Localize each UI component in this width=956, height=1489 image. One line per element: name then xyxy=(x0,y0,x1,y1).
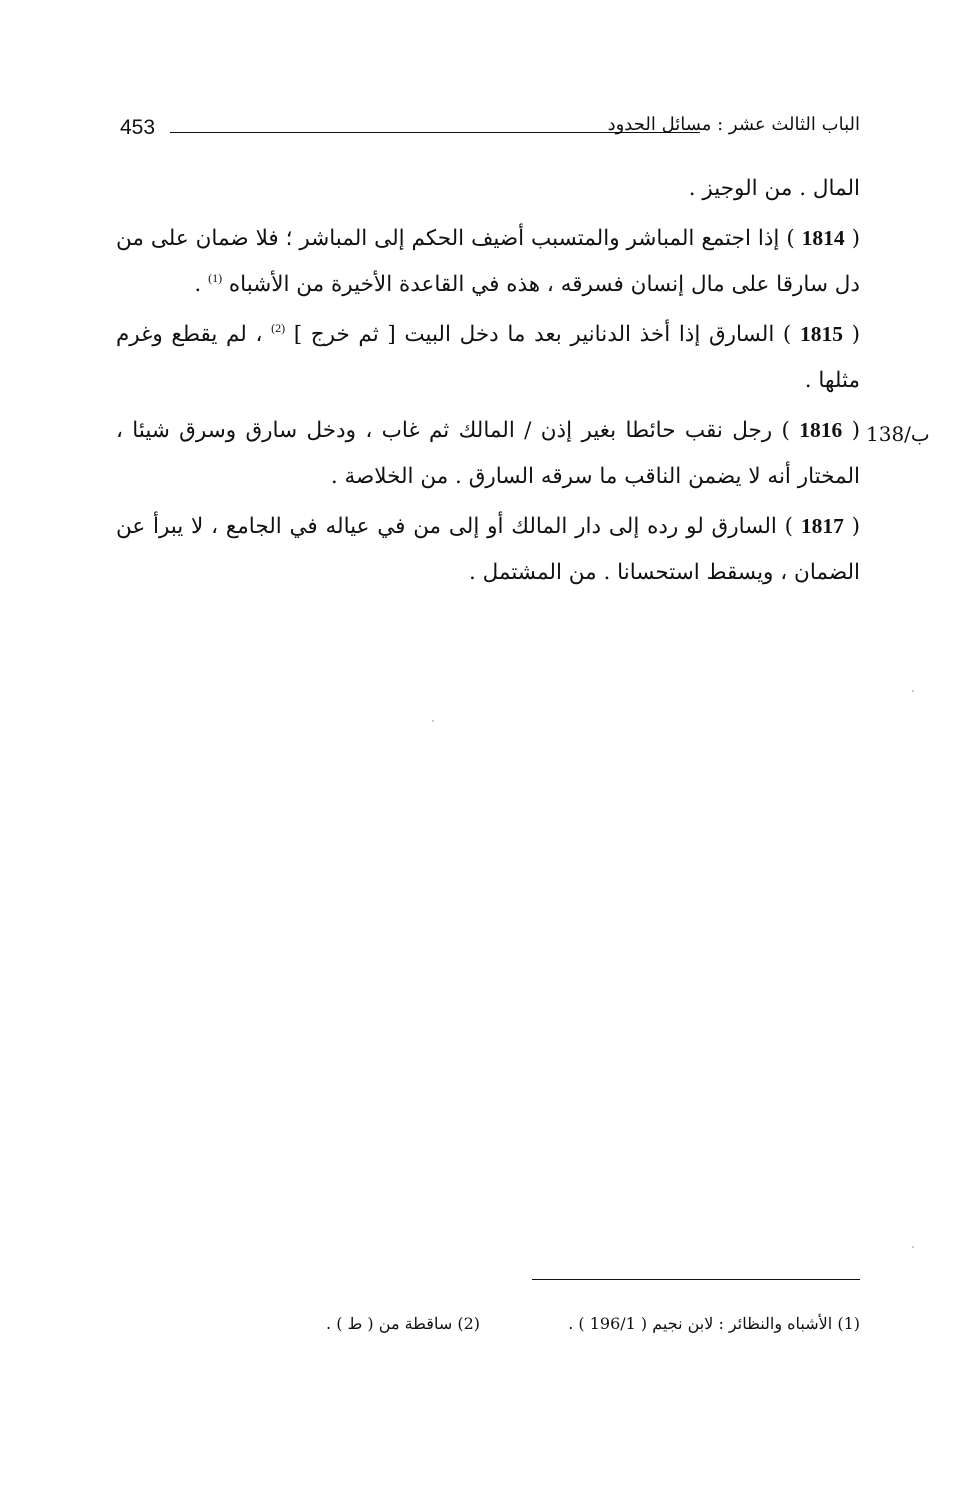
paragraph-continuation xyxy=(116,166,860,212)
page-header xyxy=(120,114,860,150)
paragraph-text: ) السارق إذا أخذ الدنانير بعد ما دخل البيت [ ثم خرج ] xyxy=(293,322,792,347)
manuscript-folio-marker: 138/ب xyxy=(866,422,930,446)
paragraph-text: ) رجل نقب حائطا بغير إذن / المالك ثم غاب ، ودخل سارق وسرق شيئا ، المختار أنه لا يضمن الناقب ما سرقه السارق . من الخلاصة . xyxy=(116,418,860,489)
open-paren: ( xyxy=(851,322,860,347)
scan-speck xyxy=(912,1246,914,1248)
paragraph-end: . xyxy=(194,272,202,297)
running-title: الباب الثالث عشر : مسائل الحدود xyxy=(607,114,860,135)
open-paren: ( xyxy=(851,514,860,539)
paragraph-1814 xyxy=(116,215,860,308)
footnote-marker: (1) xyxy=(208,271,223,285)
issue-number: 1815 xyxy=(799,322,843,346)
paragraph-end: ، لم يقطع وغرم مثلها . xyxy=(116,322,860,393)
footnote-1: (1) الأشباه والنظائر : لابن نجيم ( 196/1 ) . xyxy=(568,1314,860,1333)
scan-speck xyxy=(432,720,434,722)
footnote-rule xyxy=(532,1279,860,1280)
open-paren: ( xyxy=(851,418,860,443)
issue-number: 1814 xyxy=(801,226,845,250)
page-number: 453 xyxy=(120,116,156,139)
main-text xyxy=(116,166,860,599)
footnote-marker: (2) xyxy=(271,321,286,335)
paragraph-1815 xyxy=(116,311,860,404)
paragraph-1816 xyxy=(116,407,860,500)
paragraph-1817 xyxy=(116,503,860,596)
footnote-2: (2) ساقطة من ( ط ) . xyxy=(326,1314,480,1333)
paragraph-text: المال . من الوجيز . xyxy=(688,176,860,201)
open-paren: ( xyxy=(851,226,860,251)
footnotes xyxy=(260,1314,860,1344)
paragraph-text: ) إذا اجتمع المباشر والمتسبب أضيف الحكم إلى المباشر ؛ فلا ضمان على من دل سارقا على مال إنسان فسرقه ، هذه في القاعدة الأخيرة من الأشباه xyxy=(116,226,860,297)
scan-speck xyxy=(912,690,914,692)
issue-number: 1817 xyxy=(800,514,844,538)
paragraph-text: ) السارق لو رده إلى دار المالك أو إلى من في عياله في الجامع ، لا يبرأ عن الضمان ، ويسقط استحسانا . من المشتمل . xyxy=(116,514,860,585)
issue-number: 1816 xyxy=(799,418,843,442)
